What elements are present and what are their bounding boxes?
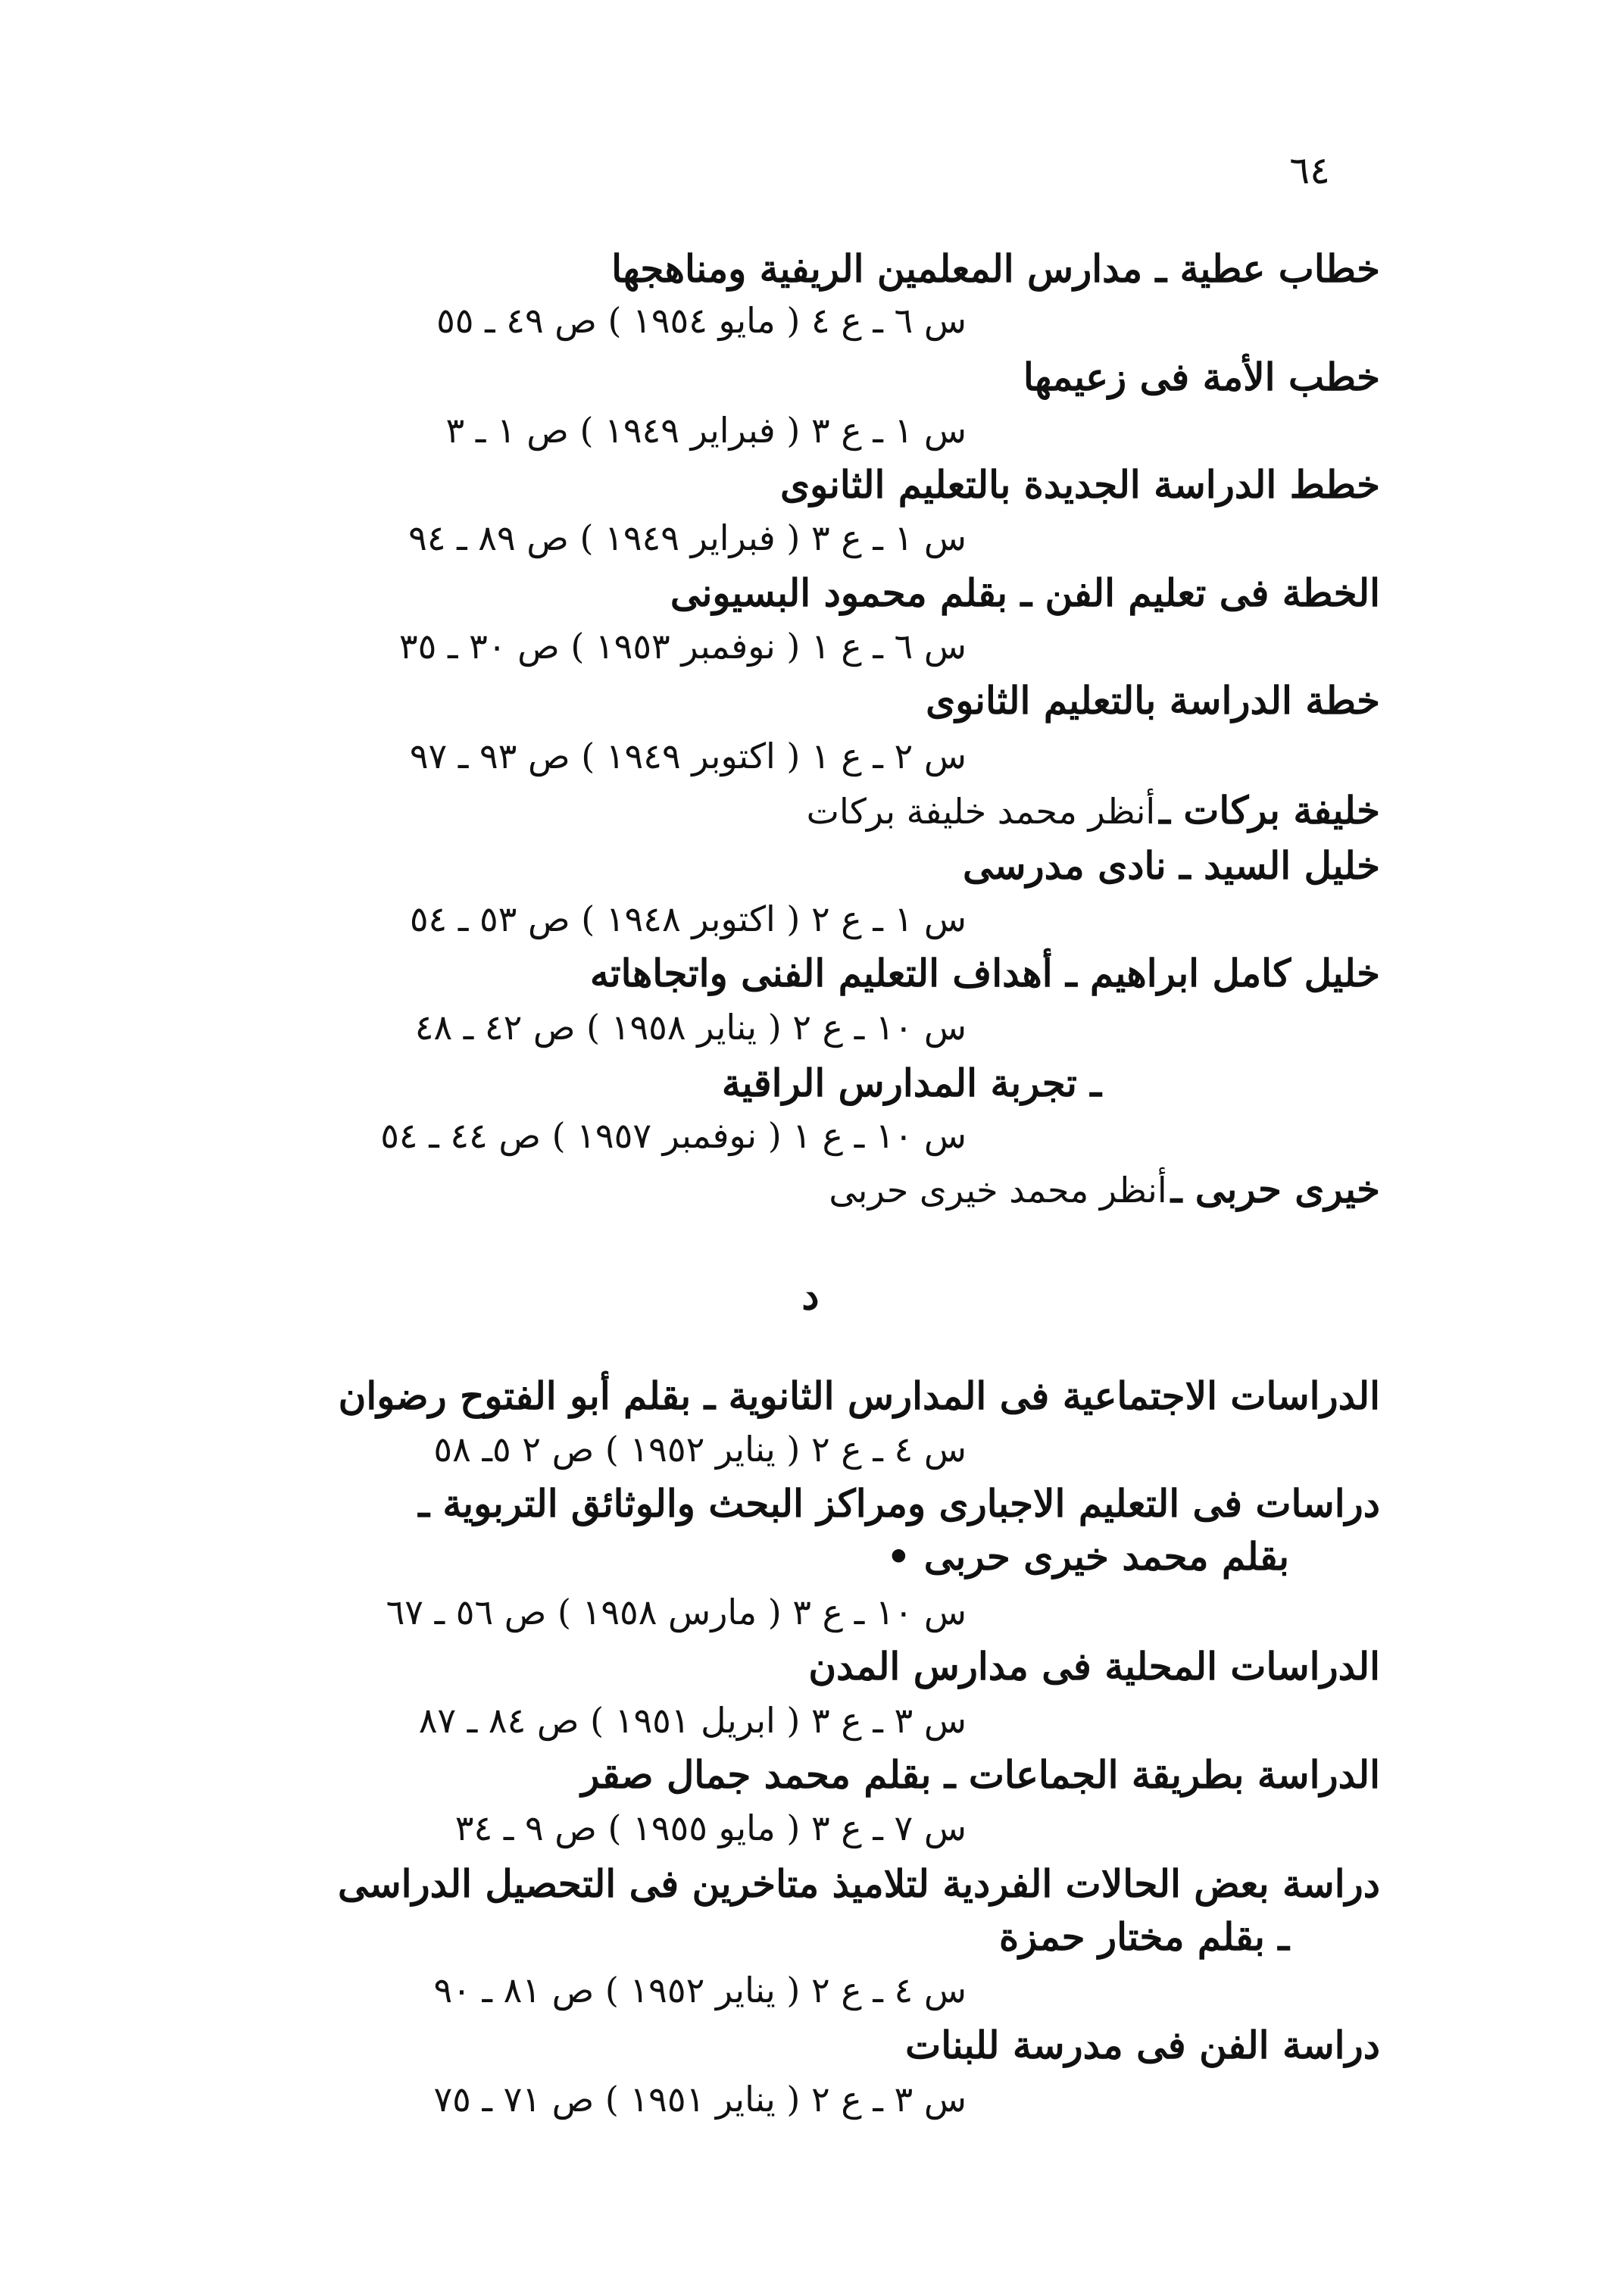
entry-title: ـ تجربة المدارس الراقية <box>721 1061 1101 1105</box>
entry-title-continuation: بقلم محمد خيرى حربى • <box>886 1534 1289 1579</box>
entry-title: خطاب عطية ـ مدارس المعلمين الريفية ومناهجها <box>611 246 1380 291</box>
entry-citation: س ٦ ـ ع ٤ ( مايو ١٩٥٤ ) ص ٤٩ ـ ٥٥ <box>436 300 967 341</box>
entry <box>806 788 1380 833</box>
entry-citation: س ١٠ ـ ع ٢ ( يناير ١٩٥٨ ) ص ٤٢ ـ ٤٨ <box>414 1007 967 1048</box>
entry <box>829 1167 1380 1211</box>
entry-citation: س ٤ ـ ع ٢ ( يناير ١٩٥٢ ) ص ٢ ٥ـ ٥٨ <box>433 1429 967 1470</box>
section-letter: د <box>801 1273 820 1319</box>
entry-citation: س ٣ ـ ع ٣ ( ابريل ١٩٥١ ) ص ٨٤ ـ ٨٧ <box>418 1700 967 1741</box>
entry-citation: س ٧ ـ ع ٣ ( مايو ١٩٥٥ ) ص ٩ ـ ٣٤ <box>454 1808 967 1848</box>
entry-title: دراسة بعض الحالات الفردية لتلاميذ متاخرين فى التحصيل الدراسى <box>338 1861 1380 1906</box>
entry-title: الدراسة بطريقة الجماعات ـ بقلم محمد جمال صقر <box>581 1752 1380 1797</box>
entry-citation: س ٦ ـ ع ١ ( نوفمبر ١٩٥٣ ) ص ٣٠ ـ ٣٥ <box>398 626 967 667</box>
entry-citation: س ٤ ـ ع ٢ ( يناير ١٩٥٢ ) ص ٨١ ـ ٩٠ <box>433 1970 967 2011</box>
entry-title: الدراسات الاجتماعية فى المدارس الثانوية ـ بقلم أبو الفتوح رضوان <box>338 1373 1380 1418</box>
entry-title: خطب الأمة فى زعيمها <box>1023 355 1380 399</box>
entry-citation: س ١ ـ ع ٣ ( فبراير ١٩٤٩ ) ص ٨٩ ـ ٩٤ <box>408 517 967 558</box>
entry-title: خليل كامل ابراهيم ـ أهداف التعليم الفنى واتجاهاته <box>589 951 1380 995</box>
see-also-reference: أنظر محمد خليفة بركات <box>806 791 1156 832</box>
entry-title: الخطة فى تعليم الفن ـ بقلم محمود البسيونى <box>670 570 1380 615</box>
entry-title: دراسات فى التعليم الاجبارى ومراكز البحث والوثائق التربوية ـ <box>418 1481 1380 1526</box>
entry-title-continuation: ـ بقلم مختار حمزة <box>998 1914 1289 1959</box>
entry-citation: س ٣ ـ ع ٢ ( يناير ١٩٥١ ) ص ٧١ ـ ٧٥ <box>433 2079 967 2120</box>
entry-citation: س ١ ـ ع ٢ ( اكتوبر ١٩٤٨ ) ص ٥٣ ـ ٥٤ <box>409 898 967 939</box>
entry-title: الدراسات المحلية فى مدارس المدن <box>808 1644 1380 1689</box>
page-number: ٦٤ <box>1289 148 1330 192</box>
entry-title: خليفة بركات ـ <box>1159 788 1380 833</box>
entry-title: دراسة الفن فى مدرسة للبنات <box>905 2023 1380 2067</box>
entry-citation: س ١ ـ ع ٣ ( فبراير ١٩٤٩ ) ص ١ ـ ٣ <box>445 410 967 451</box>
entry-citation: س ١٠ ـ ع ١ ( نوفمبر ١٩٥٧ ) ص ٤٤ ـ ٥٤ <box>380 1115 967 1156</box>
entry-title: خيرى حربى ـ <box>1170 1167 1380 1211</box>
entry-title: خطط الدراسة الجديدة بالتعليم الثانوى <box>780 462 1380 507</box>
entry-citation: س ٢ ـ ع ١ ( اكتوبر ١٩٤٩ ) ص ٩٣ ـ ٩٧ <box>409 736 967 776</box>
entry-citation: س ١٠ ـ ع ٣ ( مارس ١٩٥٨ ) ص ٥٦ ـ ٦٧ <box>386 1592 967 1633</box>
entry-title: خطة الدراسة بالتعليم الثانوى <box>926 678 1380 723</box>
entry-title: خليل السيد ـ نادى مدرسى <box>962 843 1380 888</box>
see-also-reference: أنظر محمد خيرى حربى <box>829 1170 1167 1211</box>
